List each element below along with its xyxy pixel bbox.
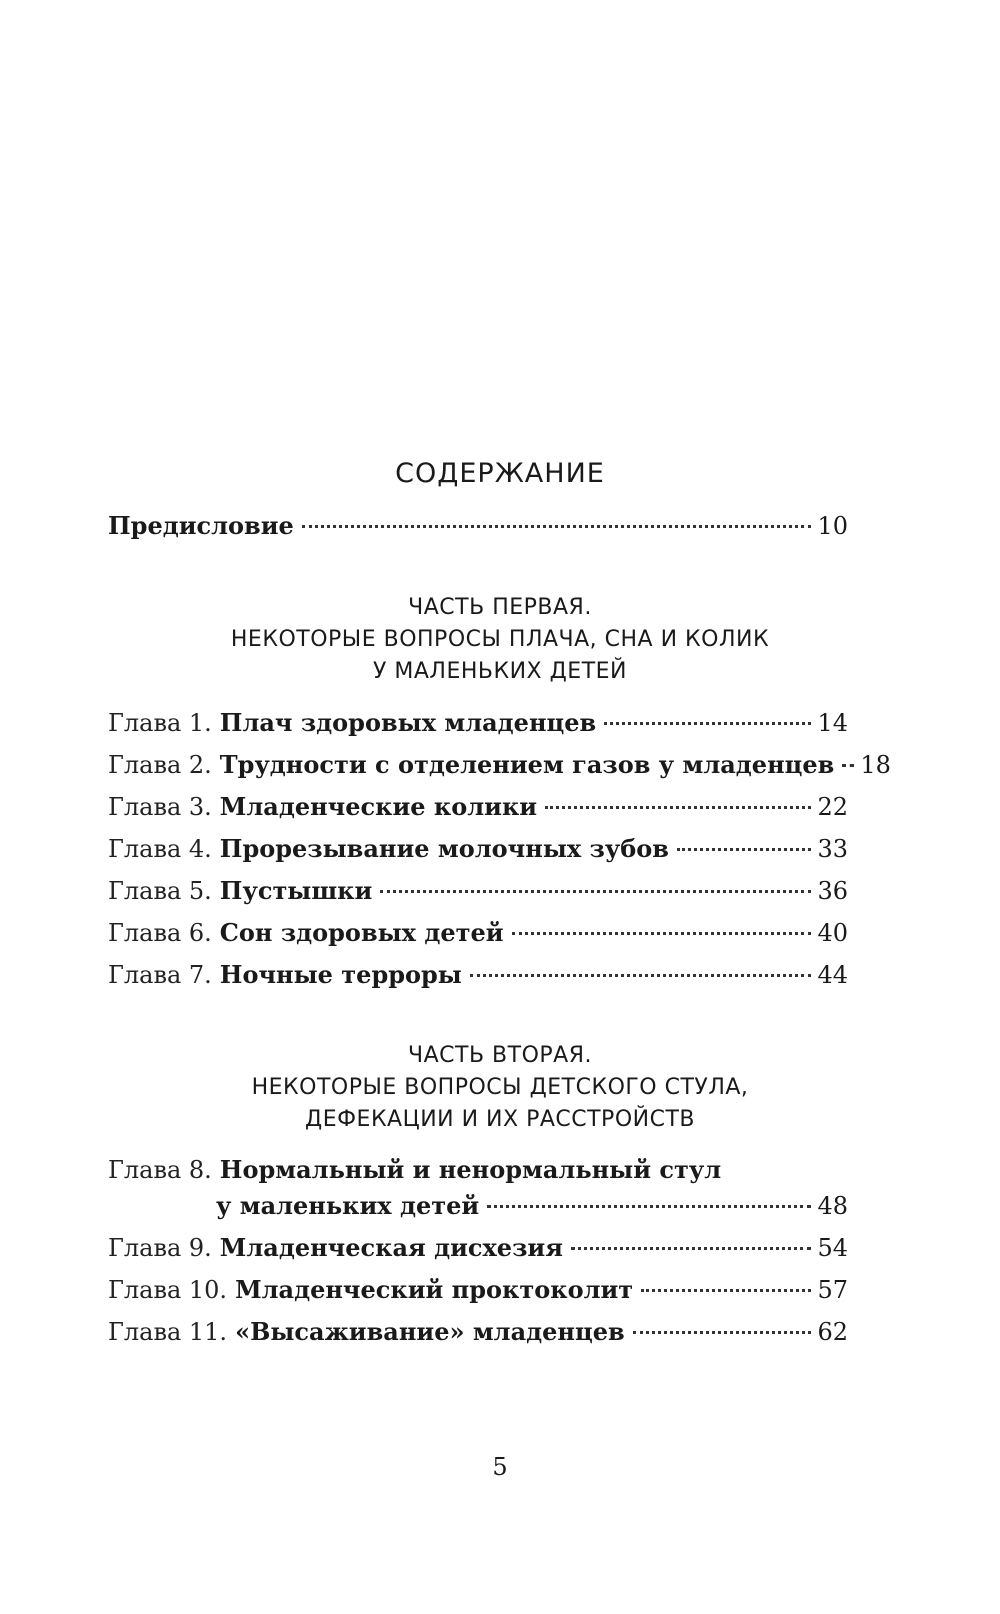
toc-entry-label: Глава 3. <box>108 793 212 821</box>
dot-leader <box>633 1331 812 1334</box>
toc-entry-label: Глава 11. <box>108 1318 228 1346</box>
toc-entry-title: Нормальный и ненормальный стул <box>219 1155 722 1184</box>
part-one-number: ЧАСТЬ ПЕРВАЯ. <box>408 595 592 620</box>
part-two-title-line1: НЕКОТОРЫЕ ВОПРОСЫ ДЕТСКОГО СТУЛА, <box>251 1075 749 1100</box>
toc-entry-title: Младенческий проктоколит <box>235 1275 634 1304</box>
part-one-heading <box>0 592 1000 688</box>
toc-entry-preface[interactable] <box>108 508 848 544</box>
toc-entry-label: Глава 7. <box>108 961 212 989</box>
dot-leader <box>302 525 812 528</box>
toc-entry-page: 36 <box>817 877 848 905</box>
toc-entry-page: 44 <box>817 961 848 989</box>
toc-entry-chapter-9[interactable] <box>108 1230 848 1266</box>
page-number: 5 <box>492 1453 508 1481</box>
toc-entry-chapter-5[interactable] <box>108 873 848 909</box>
toc-entry-page: 48 <box>817 1192 848 1220</box>
dot-leader <box>487 1205 811 1208</box>
toc-entry-page: 18 <box>860 751 891 779</box>
toc-entry-title: Плач здоровых младенцев <box>219 708 597 737</box>
toc-entry-chapter-7[interactable] <box>108 957 848 993</box>
toc-entry-chapter-2[interactable] <box>108 747 891 783</box>
toc-entry-title: Сон здоровых детей <box>219 918 504 947</box>
dot-leader <box>677 848 812 851</box>
toc-entry-title: Трудности с отделением газов у младенцев <box>219 750 835 779</box>
toc-entry-page: 22 <box>817 793 848 821</box>
dot-leader <box>380 890 811 893</box>
toc-entry-label: Глава 8. <box>108 1156 212 1184</box>
toc-entry-label: Глава 6. <box>108 919 212 947</box>
dot-leader <box>842 764 854 767</box>
toc-entry-page: 10 <box>817 512 848 540</box>
toc-entry-page: 33 <box>817 835 848 863</box>
part-two-title-line2: ДЕФЕКАЦИИ И ИХ РАССТРОЙСТВ <box>305 1107 695 1132</box>
toc-entry-label: Глава 9. <box>108 1234 212 1262</box>
toc-entry-title: Пустышки <box>219 876 373 905</box>
dot-leader <box>604 722 811 725</box>
toc-entry-page: 57 <box>817 1276 848 1304</box>
toc-entry-label: Глава 5. <box>108 877 212 905</box>
toc-entry-label: Глава 2. <box>108 751 212 779</box>
toc-entry-chapter-11[interactable] <box>108 1314 848 1350</box>
toc-entry-title: Прорезывание молочных зубов <box>219 834 669 863</box>
part-one-title-line1: НЕКОТОРЫЕ ВОПРОСЫ ПЛАЧА, СНА И КОЛИК <box>230 627 770 652</box>
toc-entry-label: Глава 1. <box>108 709 212 737</box>
toc-entry-title: «Высаживание» младенцев <box>235 1317 625 1346</box>
dot-leader <box>470 974 812 977</box>
dot-leader <box>571 1247 812 1250</box>
toc-entry-page: 14 <box>817 709 848 737</box>
toc-entry-chapter-6[interactable] <box>108 915 848 951</box>
dot-leader <box>512 932 812 935</box>
toc-entry-chapter-3[interactable] <box>108 789 848 825</box>
toc-entry-title: Ночные терроры <box>219 960 462 989</box>
dot-leader <box>641 1289 811 1292</box>
toc-entry-title: Младенческие колики <box>219 792 538 821</box>
toc-entry-chapter-8-continued[interactable] <box>216 1188 848 1224</box>
toc-entry-title: Младенческая дисхезия <box>219 1233 563 1262</box>
toc-entry-chapter-4[interactable] <box>108 831 848 867</box>
part-one-title-line2: У МАЛЕНЬКИХ ДЕТЕЙ <box>372 659 628 684</box>
part-two-heading <box>0 1040 1000 1136</box>
toc-entry-title: Предисловие <box>108 511 294 540</box>
toc-entry-label: Глава 4. <box>108 835 212 863</box>
toc-entry-label: Глава 10. <box>108 1276 228 1304</box>
toc-entry-chapter-1[interactable] <box>108 705 848 741</box>
part-two-number: ЧАСТЬ ВТОРАЯ. <box>408 1043 592 1068</box>
toc-entry-chapter-8[interactable] <box>108 1152 848 1188</box>
toc-entry-title-continued: у маленьких детей <box>216 1191 480 1220</box>
toc-entry-page: 54 <box>817 1234 848 1262</box>
toc-title: СОДЕРЖАНИЕ <box>395 458 605 489</box>
toc-entry-page: 62 <box>817 1318 848 1346</box>
dot-leader <box>545 806 811 809</box>
toc-entry-chapter-10[interactable] <box>108 1272 848 1308</box>
toc-entry-page: 40 <box>817 919 848 947</box>
